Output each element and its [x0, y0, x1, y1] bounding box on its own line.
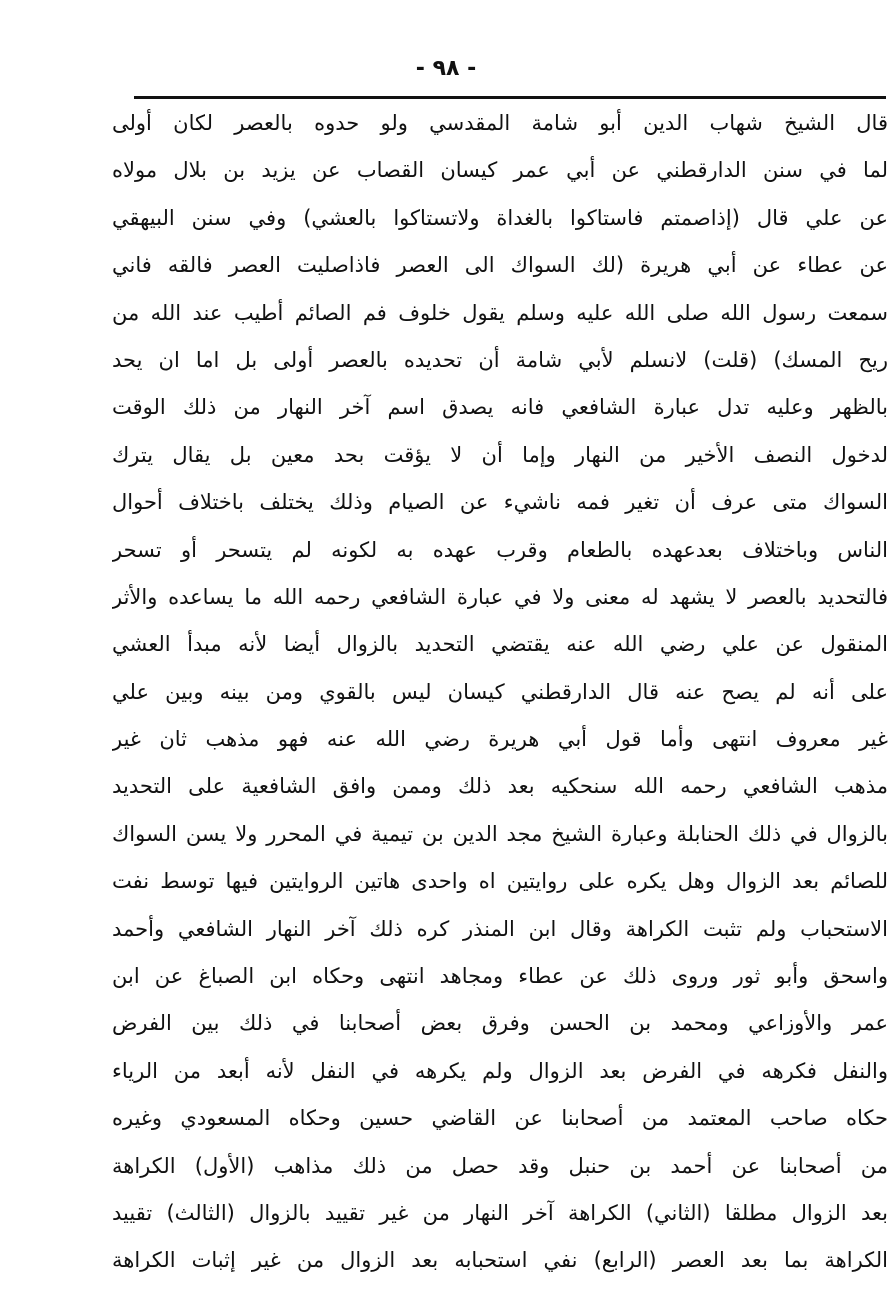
text-line-25: الكراهة بما بعد العصر (الرابع) نفي استحبابه بعد الزوال من غير إثبات الكراهة: [112, 1248, 888, 1273]
text-line-13: على أنه لم يصح عنه قال الدارقطني كيسان ليس بالقوي ومن بينه وبين علي: [112, 679, 888, 704]
header-rule: [134, 96, 886, 99]
body-text: [112, 100, 888, 1285]
text-line-4: عن عطاء عن أبي هريرة (لك السواك الى العصر فاذاصليت العصر فالقه فاني: [112, 253, 888, 278]
page-number: - ٩٨ -: [415, 56, 477, 81]
text-line-3: عن علي قال (إذاصمتم فاستاكوا بالغداة ولاتستاكوا بالعشي) وفي سنن البيهقي: [112, 205, 888, 230]
text-line-23: من أصحابنا عن أحمد بن حنبل وقد حصل من ذلك مذاهب (الأول) الكراهة: [112, 1153, 888, 1178]
text-line-22: حكاه صاحب المعتمد من أصحابنا عن القاضي حسين وحكاه المسعودي وغيره: [112, 1106, 888, 1131]
text-line-8: لدخول النصف الأخير من النهار وإما أن لا يؤقت بحد معين بل يقال يترك: [112, 442, 888, 467]
text-line-19: واسحق وأبو ثور وروى ذلك عن عطاء ومجاهد انتهى وحكاه ابن الصباغ عن ابن: [112, 964, 888, 989]
text-line-12: المنقول عن علي رضي الله عنه يقتضي التحديد بالزوال أيضا لأنه مبدأ العشي: [112, 632, 888, 657]
text-line-10: الناس وباختلاف بعدعهده بالطعام وقرب عهده به لكونه لم يتسحر أو تسحر: [112, 537, 888, 562]
text-line-9: السواك متى عرف أن تغير فمه ناشيء عن الصيام وذلك يختلف باختلاف أحوال: [112, 490, 888, 515]
text-line-18: الاستحباب ولم تثبت الكراهة وقال ابن المنذر كره ذلك آخر النهار الشافعي وأحمد: [112, 916, 888, 941]
text-line-24: بعد الزوال مطلقا (الثاني) الكراهة آخر النهار من غير تقييد بالزوال (الثالث) تقييد: [112, 1200, 888, 1225]
text-line-7: بالظهر وعليه تدل عبارة الشافعي فانه يصدق اسم آخر النهار من ذلك الوقت: [112, 395, 888, 420]
text-line-11: فالتحديد بالعصر لا يشهد له معنى ولا في عبارة الشافعي رحمه الله ما يساعده والأثر: [112, 584, 888, 609]
text-line-20: عمر والأوزاعي ومحمد بن الحسن وفرق بعض أصحابنا في ذلك بين الفرض: [112, 1011, 888, 1036]
text-line-6: ريح المسك) (قلت) لانسلم لأبي شامة أن تحديده بالعصر أولى بل اما ان يحد: [112, 347, 888, 372]
text-line-15: مذهب الشافعي رحمه الله سنحكيه بعد ذلك وممن وافق الشافعية على التحديد: [112, 774, 888, 799]
text-line-5: سمعت رسول الله صلى الله عليه وسلم يقول خلوف فم الصائم أطيب عند الله من: [112, 300, 888, 325]
text-line-1: قال الشيخ شهاب الدين أبو شامة المقدسي ولو حدوه بالعصر لكان أولى: [112, 111, 888, 135]
text-line-2: لما في سنن الدارقطني عن أبي عمر كيسان القصاب عن يزيد بن بلال مولاه: [112, 158, 888, 183]
text-line-17: للصائم بعد الزوال وهل يكره على روايتين اه واحدى هاتين الروايتين فيها توسط نفت: [112, 869, 888, 894]
text-line-14: غير معروف انتهى وأما قول أبي هريرة رضي الله عنه فهو مذهب ثان غير: [112, 727, 888, 752]
text-line-16: بالزوال في ذلك الحنابلة وعبارة الشيخ مجد الدين بن تيمية في المحرر ولا يسن السواك: [112, 821, 888, 846]
text-line-21: والنفل فكرهه في الفرض بعد الزوال ولم يكرهه في النفل لأنه أبعد من الرياء: [112, 1058, 888, 1083]
